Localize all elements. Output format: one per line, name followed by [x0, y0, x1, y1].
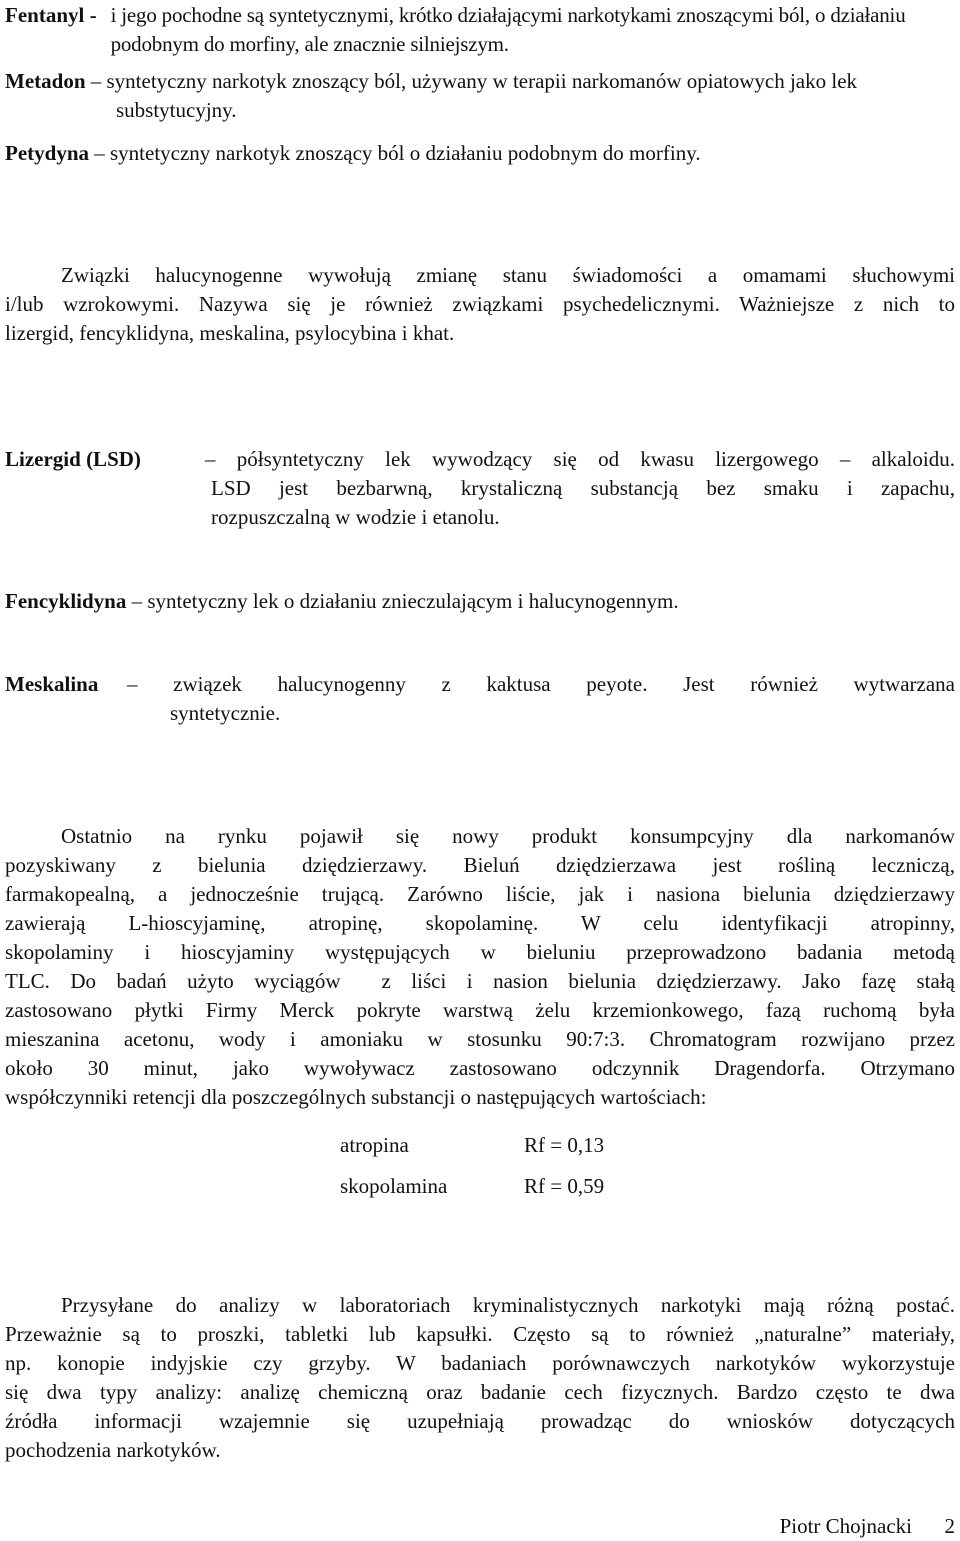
definition-meskalina	[5, 670, 955, 728]
definition-text: syntetycznie.	[170, 701, 281, 725]
paragraph-line: źródła informacji wzajemnie się uzupełniają prowadząc do wniosków dotyczących	[5, 1409, 955, 1433]
term-fentanyl: Fentanyl -	[5, 3, 97, 27]
paragraph-line: zawierają L-hioscyjaminę, atropinę, skopolaminę. W celu identyfikacji atropinny,	[5, 911, 955, 935]
definition-text: i jego pochodne są syntetycznymi, krótko działającymi narkotykami znoszącymi ból, o działaniu podobnym do morfiny, ale znacznie silniejszym.	[110, 3, 906, 56]
rf-row	[340, 1166, 740, 1207]
paragraph-line: Związki halucynogenne wywołują zmianę stanu świadomości a omamami słuchowymi	[61, 263, 955, 287]
footer-author: Piotr Chojnacki	[779, 1514, 912, 1538]
term-fencyklidyna: Fencyklidyna	[5, 589, 127, 613]
definition-text: rozpuszczalną w wodzie i etanolu.	[211, 505, 500, 529]
paragraph-line: pozyskiwany z bielunia dziędzierzawy. Bieluń dziędzierzawa jest rośliną leczniczą,	[5, 853, 955, 877]
definition-petydyna	[5, 139, 955, 168]
paragraph-line: około 30 minut, jako wywoływacz zastosowano odczynnik Dragendorfa. Otrzymano	[5, 1056, 955, 1080]
paragraph-line: zastosowano płytki Firmy Merck pokryte warstwą żelu krzemionkowego, fazą ruchomą była	[5, 998, 955, 1022]
definition-text: – syntetyczny narkotyk znoszący ból o działaniu podobnym do morfiny.	[94, 141, 701, 165]
paragraph-analysis	[5, 1291, 955, 1465]
paragraph-hallucinogens	[5, 261, 955, 348]
rf-row	[340, 1125, 740, 1166]
definition-text: – półsyntetyczny lek wywodzący się od kwasu lizergowego – alkaloidu.	[205, 447, 955, 471]
paragraph-line: współczynniki retencji dla poszczególnych substancji o następujących wartościach:	[5, 1085, 707, 1109]
rf-value: Rf = 0,13	[524, 1133, 605, 1157]
rf-substance: skopolamina	[340, 1174, 448, 1198]
page-number: 2	[944, 1514, 955, 1538]
definition-text: LSD jest bezbarwną, krystaliczną substancją bez smaku i zapachu,	[211, 476, 955, 500]
rf-value: Rf = 0,59	[524, 1174, 605, 1198]
paragraph-line: mieszanina acetonu, wody i amoniaku w stosunku 90:7:3. Chromatogram rozwijano przez	[5, 1027, 955, 1051]
paragraph-datura	[5, 822, 955, 1112]
definition-text: – syntetyczny lek o działaniu znieczulającym i halucynogennym.	[131, 589, 679, 613]
rf-table	[340, 1125, 740, 1207]
paragraph-line: się dwa typy analizy: analizę chemiczną oraz badanie cech fizycznych. Bardzo często te dwa	[5, 1380, 955, 1404]
paragraph-line: lizergid, fencyklidyna, meskalina, psylocybina i khat.	[5, 321, 455, 345]
paragraph-line: np. konopie indyjskie czy grzyby. W badaniach porównawczych narkotyków wykorzystuje	[5, 1351, 955, 1375]
definition-metadon	[5, 67, 955, 125]
definition-fencyklidyna	[5, 587, 955, 616]
term-petydyna: Petydyna	[5, 141, 89, 165]
term-meskalina: Meskalina	[5, 672, 99, 696]
term-metadon: Metadon	[5, 69, 86, 93]
paragraph-line: Ostatnio na rynku pojawił się nowy produkt konsumpcyjny dla narkomanów	[61, 824, 955, 848]
paragraph-line: TLC. Do badań użyto wyciągów z liści i nasion bielunia dziędzierzawy. Jako fazę stałą	[5, 969, 955, 993]
definition-fentanyl	[5, 1, 955, 59]
paragraph-line: pochodzenia narkotyków.	[5, 1438, 221, 1462]
paragraph-line: Przeważnie są to proszki, tabletki lub kapsułki. Często są to również „naturalne” materiały,	[5, 1322, 955, 1346]
paragraph-line: farmakopealną, a jednocześnie trującą. Zarówno liście, jak i nasiona bielunia dziędzierzawy	[5, 882, 955, 906]
definition-text: – związek halucynogenny z kaktusa peyote. Jest również wytwarzana	[127, 672, 955, 696]
page-footer	[780, 1512, 955, 1540]
rf-substance: atropina	[340, 1133, 409, 1157]
term-lsd: Lizergid (LSD)	[5, 447, 141, 471]
paragraph-line: Przysyłane do analizy w laboratoriach kryminalistycznych narkotyki mają różną postać.	[61, 1293, 955, 1317]
paragraph-line: i/lub wzrokowymi. Nazywa się je również związkami psychedelicznymi. Ważniejsze z nich to	[5, 292, 955, 316]
paragraph-line: skopolaminy i hioscyjaminy występujących w bieluniu przeprowadzono badania metodą	[5, 940, 955, 964]
definition-text: – syntetyczny narkotyk znoszący ból, używany w terapii narkomanów opiatowych jako lek substytucyjny.	[90, 69, 858, 122]
definition-lsd	[5, 445, 955, 532]
